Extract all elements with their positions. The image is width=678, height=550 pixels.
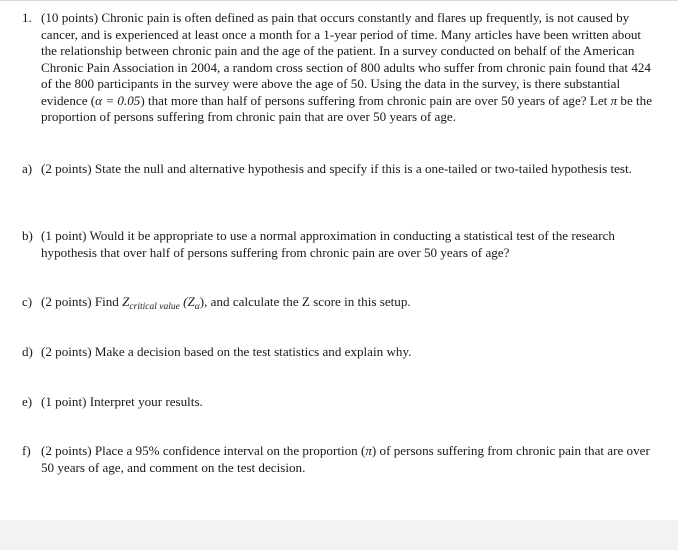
question-text-post: be the proportion of persons suffering from chronic pain that are over 50 years of age.	[41, 92, 653, 124]
part-e	[22, 394, 652, 411]
part-d	[22, 344, 652, 361]
z-alpha-open: (Z	[183, 294, 195, 309]
part-a-label: a)	[22, 161, 33, 176]
part-c-text	[41, 294, 653, 316]
part-c-text-pre: (2 points) Find	[41, 294, 123, 309]
z-alpha-close: )	[199, 294, 205, 309]
part-b-label: b)	[22, 228, 33, 243]
part-f-text-pre: (2 points) Place a 95% confidence interval on the proportion (	[41, 443, 366, 458]
question-1	[22, 10, 652, 126]
part-f-text-post: ) of persons suffering from chronic pain that are over 50 years of age, and comment on the test decision.	[41, 443, 650, 475]
part-c	[22, 294, 652, 316]
part-e-label: e)	[22, 394, 33, 409]
top-border	[0, 0, 678, 1]
part-d-label: d)	[22, 344, 33, 359]
alpha-subscript: α	[194, 302, 200, 312]
bottom-band	[0, 520, 678, 550]
part-f-label: f)	[22, 443, 31, 458]
part-f	[22, 443, 652, 476]
part-e-text: (1 point) Interpret your results.	[41, 394, 203, 409]
part-b-text: (1 point) Would it be appropriate to use a normal approximation in conducting a statistical test of the research hypothesis that over half of persons suffering from chronic pain are over 50 years of age?	[41, 228, 615, 260]
z-symbol: Z	[122, 294, 130, 309]
z-subscript: critical value	[129, 302, 180, 312]
part-d-text: (2 points) Make a decision based on the test statistics and explain why.	[41, 344, 412, 359]
part-f-text	[41, 443, 653, 476]
part-c-label: c)	[22, 294, 33, 309]
part-b	[22, 228, 652, 261]
pi-symbol-f: π	[365, 443, 372, 458]
question-text-mid: ) that more than half of persons suffering from chronic pain are over 50 years of age? Let	[140, 92, 611, 108]
question-number: 1.	[22, 10, 32, 25]
alpha-expression: α = 0.05	[95, 92, 141, 108]
question-text	[41, 10, 653, 126]
part-a	[22, 161, 652, 178]
pi-symbol: π	[610, 92, 618, 108]
question-text-pre: (10 points) Chronic pain is often defined as pain that occurs constantly and flares up frequently, is not caused by cancer, and is experienced at least once a month for a 1-year period of time. Many articles have been written about the relationship between chronic pain and the age of the patient. In a survey conducted on behalf of the American Chronic Pain Association in 2004, a random cross section of 800 adults who suffer from chronic pain found that 424 of the 800 participants in the survey were above the age of 50. Using the data in the survey, is there substantial evidence (	[41, 10, 651, 108]
part-a-text: (2 points) State the null and alternative hypothesis and specify if this is a one-tailed or two-tailed hypothesis test.	[41, 161, 632, 176]
part-c-text-post: , and calculate the Z score in this setup.	[204, 294, 411, 309]
